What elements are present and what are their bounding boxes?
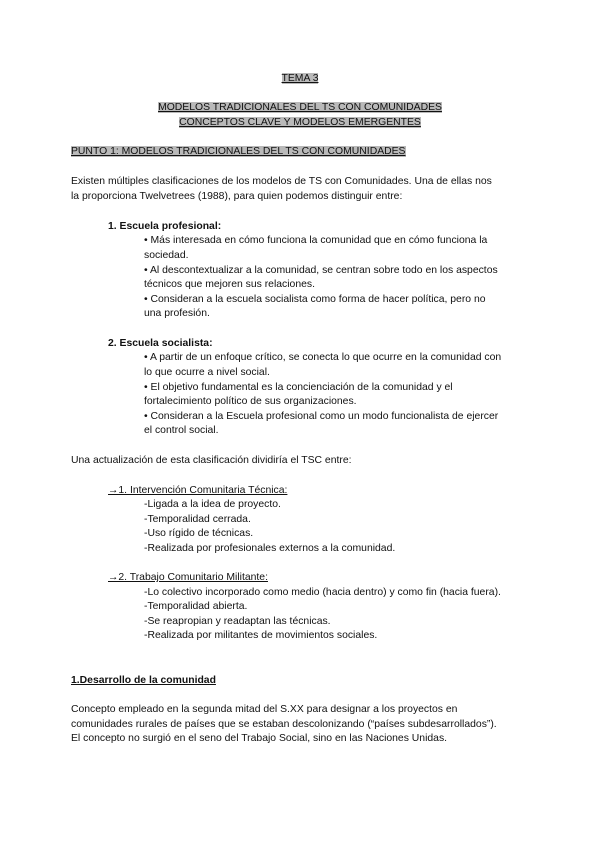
tema-line <box>0 72 600 85</box>
escuela-socialista-heading: 2. Escuela socialista: <box>108 338 213 349</box>
escuela-profesional-heading: 1. Escuela profesional: <box>108 221 222 232</box>
list-item: -Realizada por militantes de movimientos sociales. <box>144 630 378 641</box>
list-item: -Ligada a la idea de proyecto. <box>144 499 281 510</box>
militante-heading: →2. Trabajo Comunitario Militante: <box>108 572 268 583</box>
list-item: -Temporalidad cerrada. <box>144 514 251 525</box>
list-item: • El objetivo fundamental es la concienciación de la comunidad y el <box>144 382 453 393</box>
list-item: -Uso rígido de técnicas. <box>144 528 254 539</box>
desarrollo-line: comunidades rurales de países que se estaban descolonizando (“países subdesarrollados”). <box>71 719 497 730</box>
title-line-2 <box>0 116 600 129</box>
list-item: técnicos que mejoren sus relaciones. <box>144 279 315 290</box>
desarrollo-line: Concepto empleado en la segunda mitad del S.XX para designar a los proyectos en <box>71 704 458 715</box>
tema-title: TEMA 3 <box>281 73 319 84</box>
list-item: -Temporalidad abierta. <box>144 601 248 612</box>
punto-heading: PUNTO 1: MODELOS TRADICIONALES DEL TS CON COMUNIDADES <box>71 146 406 157</box>
list-item: -Lo colectivo incorporado como medio (hacia dentro) y como fin (hacia fuera). <box>144 587 501 598</box>
desarrollo-line: El concepto no surgió en el seno del Trabajo Social, sino en las Naciones Unidas. <box>71 733 448 744</box>
main-title: MODELOS TRADICIONALES DEL TS CON COMUNIDADES <box>158 102 442 113</box>
list-item: lo que ocurre a nivel social. <box>144 367 270 378</box>
title-line-1 <box>0 101 600 114</box>
list-item: una profesión. <box>144 308 210 319</box>
sub-title: CONCEPTOS CLAVE Y MODELOS EMERGENTES <box>179 117 421 128</box>
list-item: • Consideran a la escuela socialista como forma de hacer política, pero no <box>144 294 486 305</box>
list-item: • Al descontextualizar a la comunidad, se centran sobre todo en los aspectos <box>144 265 498 276</box>
intervencion-heading: →1. Intervención Comunitaria Técnica: <box>108 485 288 496</box>
list-item: • Más interesada en cómo funciona la comunidad que en cómo funciona la <box>144 235 488 246</box>
list-item: -Se reapropian y readaptan las técnicas. <box>144 616 331 627</box>
list-item: sociedad. <box>144 250 189 261</box>
list-item: • A partir de un enfoque crítico, se conecta lo que ocurre en la comunidad con <box>144 352 502 363</box>
list-item: • Consideran a la Escuela profesional como un modo funcionalista de ejercer <box>144 411 499 422</box>
list-item: fortalecimiento político de sus organizaciones. <box>144 396 357 407</box>
list-item: -Realizada por profesionales externos a la comunidad. <box>144 543 396 554</box>
punto-line <box>71 145 406 158</box>
actualizacion-text: Una actualización de esta clasificación dividiría el TSC entre: <box>71 455 352 466</box>
desarrollo-heading: 1.Desarrollo de la comunidad <box>71 675 216 686</box>
list-item: el control social. <box>144 425 219 436</box>
intro-line: Existen múltiples clasificaciones de los modelos de TS con Comunidades. Una de ellas nos <box>71 176 492 187</box>
intro-line: la proporciona Twelvetrees (1988), para quien podemos distinguir entre: <box>71 191 403 202</box>
